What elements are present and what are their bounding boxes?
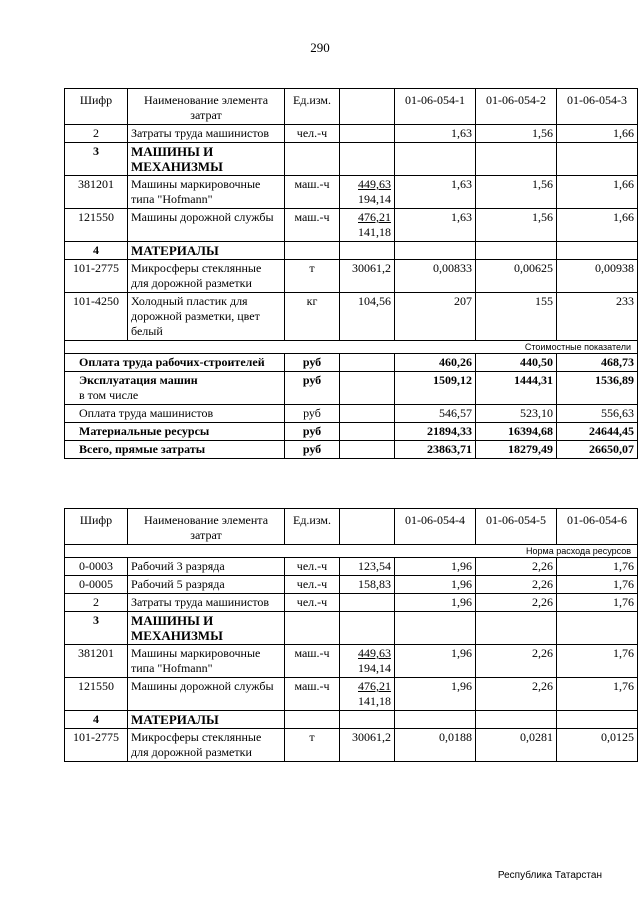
row-name: МАТЕРИАЛЫ [128, 242, 285, 260]
header-unit: Ед.изм. [285, 89, 340, 125]
cost-value: 556,63 [557, 405, 638, 423]
table-header-row [65, 509, 638, 545]
row-unit: чел.-ч [285, 558, 340, 576]
cost-value: 16394,68 [476, 423, 557, 441]
row-norm-value: 1,56 [476, 209, 557, 242]
cost-name-sub: в том числе [79, 388, 139, 402]
note-row [65, 341, 638, 354]
row-unit: маш.-ч [285, 176, 340, 209]
cost-value: 460,26 [395, 354, 476, 372]
cost-name-text: Материальные ресурсы [79, 424, 210, 438]
cost-value: 1536,89 [557, 372, 638, 405]
row-unit: т [285, 260, 340, 293]
header-code: Шифр [65, 89, 128, 125]
row-price [340, 594, 395, 612]
row-norm-value: 1,66 [557, 125, 638, 143]
cost-unit: руб [285, 441, 340, 459]
row-norm-value: 1,96 [395, 678, 476, 711]
empty-cell [340, 441, 395, 459]
row-price-wage: 141,18 [358, 694, 391, 708]
header-norm-column: 01-06-054-5 [476, 509, 557, 545]
row-norm-value: 0,0125 [557, 729, 638, 762]
empty-cell [476, 612, 557, 645]
row-norm-value: 155 [476, 293, 557, 341]
row-code: 121550 [65, 678, 128, 711]
header-norm-column: 01-06-054-3 [557, 89, 638, 125]
row-norm-value: 1,66 [557, 176, 638, 209]
cost-name [65, 441, 285, 459]
empty-cell [285, 612, 340, 645]
row-name: Рабочий 3 разряда [128, 558, 285, 576]
table-row [65, 125, 638, 143]
row-norm-value: 1,96 [395, 594, 476, 612]
row-norm-value: 1,63 [395, 209, 476, 242]
row-name: Микросферы стеклянные для дорожной разметки [128, 260, 285, 293]
row-price [340, 678, 395, 711]
row-name: Микросферы стеклянные для дорожной разметки [128, 729, 285, 762]
row-name: МАТЕРИАЛЫ [128, 711, 285, 729]
row-name: Машины маркировочные типа "Hofmann" [128, 645, 285, 678]
row-name: Машины дорожной службы [128, 678, 285, 711]
row-code: 101-4250 [65, 293, 128, 341]
section-note: Стоимостные показатели [65, 341, 638, 354]
header-norm-column: 01-06-054-1 [395, 89, 476, 125]
cost-row [65, 423, 638, 441]
empty-cell [340, 354, 395, 372]
row-norm-value: 2,26 [476, 678, 557, 711]
empty-cell [557, 242, 638, 260]
header-price [340, 89, 395, 125]
row-norm-value: 1,96 [395, 558, 476, 576]
cost-unit: руб [285, 354, 340, 372]
table-row [65, 678, 638, 711]
row-price [340, 645, 395, 678]
row-norm-value: 2,26 [476, 645, 557, 678]
resource-table-2 [64, 508, 638, 762]
table-row [65, 558, 638, 576]
row-name: МАШИНЫ И МЕХАНИЗМЫ [128, 143, 285, 176]
row-price: 30061,2 [340, 260, 395, 293]
header-unit: Ед.изм. [285, 509, 340, 545]
header-code: Шифр [65, 509, 128, 545]
header-norm-column: 01-06-054-6 [557, 509, 638, 545]
table-row [65, 594, 638, 612]
row-norm-value: 0,00938 [557, 260, 638, 293]
row-code: 121550 [65, 209, 128, 242]
row-price [340, 176, 395, 209]
row-code: 0-0003 [65, 558, 128, 576]
row-name: Машины дорожной службы [128, 209, 285, 242]
row-norm-value: 1,76 [557, 594, 638, 612]
row-name: Рабочий 5 разряда [128, 576, 285, 594]
empty-cell [340, 372, 395, 405]
row-norm-value: 1,56 [476, 125, 557, 143]
row-norm-value: 0,00833 [395, 260, 476, 293]
cost-name-text: Оплата труда рабочих-строителей [79, 355, 265, 369]
row-norm-value: 1,63 [395, 176, 476, 209]
table-row [65, 176, 638, 209]
cost-value: 440,50 [476, 354, 557, 372]
empty-cell [395, 612, 476, 645]
cost-row [65, 354, 638, 372]
section-row [65, 711, 638, 729]
empty-cell [557, 143, 638, 176]
cost-value: 18279,49 [476, 441, 557, 459]
resource-table-1 [64, 88, 638, 459]
row-norm-value: 1,76 [557, 678, 638, 711]
row-price: 123,54 [340, 558, 395, 576]
row-unit: маш.-ч [285, 678, 340, 711]
row-code: 101-2775 [65, 260, 128, 293]
cost-name-text: Эксплуатация машин [79, 373, 198, 387]
row-norm-value: 1,96 [395, 576, 476, 594]
row-name: Холодный пластик для дорожной разметки, цвет белый [128, 293, 285, 341]
row-price-value: 476,21 [358, 679, 391, 693]
empty-cell [476, 711, 557, 729]
note-row [65, 545, 638, 558]
cost-row [65, 372, 638, 405]
cost-unit: руб [285, 423, 340, 441]
cost-value: 1444,31 [476, 372, 557, 405]
cost-value: 26650,07 [557, 441, 638, 459]
table-row [65, 209, 638, 242]
empty-cell [285, 242, 340, 260]
row-norm-value: 1,63 [395, 125, 476, 143]
row-norm-value: 0,00625 [476, 260, 557, 293]
cost-name [65, 405, 285, 423]
cost-name-text: Всего, прямые затраты [79, 442, 206, 456]
row-code: 2 [65, 125, 128, 143]
row-price-value: 476,21 [358, 210, 391, 224]
row-name: Машины маркировочные типа "Hofmann" [128, 176, 285, 209]
row-code: 381201 [65, 176, 128, 209]
cost-value: 523,10 [476, 405, 557, 423]
empty-cell [476, 143, 557, 176]
row-code: 3 [65, 143, 128, 176]
row-price-wage: 141,18 [358, 225, 391, 239]
header-name: Наименование элемента затрат [128, 509, 285, 545]
table-row [65, 645, 638, 678]
row-code: 3 [65, 612, 128, 645]
row-norm-value: 1,96 [395, 645, 476, 678]
row-name: Затраты труда машинистов [128, 125, 285, 143]
row-unit: чел.-ч [285, 576, 340, 594]
row-norm-value: 1,66 [557, 209, 638, 242]
row-unit: чел.-ч [285, 125, 340, 143]
row-norm-value: 1,76 [557, 645, 638, 678]
cost-value: 546,57 [395, 405, 476, 423]
empty-cell [395, 242, 476, 260]
row-unit: кг [285, 293, 340, 341]
row-price-value: 449,63 [358, 646, 391, 660]
row-unit: маш.-ч [285, 209, 340, 242]
empty-cell [395, 143, 476, 176]
cost-value: 468,73 [557, 354, 638, 372]
table-row [65, 293, 638, 341]
row-code: 0-0005 [65, 576, 128, 594]
row-price-value: 449,63 [358, 177, 391, 191]
table-row [65, 576, 638, 594]
row-price [340, 125, 395, 143]
section-row [65, 612, 638, 645]
row-name: Затраты труда машинистов [128, 594, 285, 612]
row-price: 30061,2 [340, 729, 395, 762]
table-header-row [65, 89, 638, 125]
cost-value: 24644,45 [557, 423, 638, 441]
header-norm-column: 01-06-054-4 [395, 509, 476, 545]
empty-cell [340, 143, 395, 176]
empty-cell [340, 711, 395, 729]
row-norm-value: 2,26 [476, 558, 557, 576]
row-norm-value: 0,0281 [476, 729, 557, 762]
row-name: МАШИНЫ И МЕХАНИЗМЫ [128, 612, 285, 645]
row-price [340, 209, 395, 242]
row-unit: чел.-ч [285, 594, 340, 612]
row-norm-value: 1,76 [557, 558, 638, 576]
section-row [65, 143, 638, 176]
page-number: 290 [310, 40, 330, 55]
section-row [65, 242, 638, 260]
cost-name [65, 423, 285, 441]
cost-name-text: Оплата труда машинистов [79, 406, 214, 420]
row-unit: т [285, 729, 340, 762]
row-price-wage: 194,14 [358, 661, 391, 675]
cost-row [65, 441, 638, 459]
row-code: 4 [65, 711, 128, 729]
row-norm-value: 1,76 [557, 576, 638, 594]
row-code: 381201 [65, 645, 128, 678]
row-code: 2 [65, 594, 128, 612]
empty-cell [340, 423, 395, 441]
header-name: Наименование элемента затрат [128, 89, 285, 125]
row-unit: маш.-ч [285, 645, 340, 678]
row-norm-value: 1,56 [476, 176, 557, 209]
row-norm-value: 2,26 [476, 576, 557, 594]
section-note: Норма расхода ресурсов [65, 545, 638, 558]
header-price [340, 509, 395, 545]
footer-region: Республика Татарстан [497, 870, 602, 881]
row-norm-value: 207 [395, 293, 476, 341]
cost-name [65, 372, 285, 405]
row-code: 101-2775 [65, 729, 128, 762]
empty-cell [476, 242, 557, 260]
table-row [65, 260, 638, 293]
cost-name [65, 354, 285, 372]
empty-cell [340, 242, 395, 260]
cost-unit: руб [285, 405, 340, 423]
table-row [65, 729, 638, 762]
row-norm-value: 2,26 [476, 594, 557, 612]
empty-cell [340, 405, 395, 423]
row-norm-value: 0,0188 [395, 729, 476, 762]
cost-value: 21894,33 [395, 423, 476, 441]
row-price: 104,56 [340, 293, 395, 341]
header-norm-column: 01-06-054-2 [476, 89, 557, 125]
row-price-wage: 194,14 [358, 192, 391, 206]
cost-value: 23863,71 [395, 441, 476, 459]
empty-cell [557, 711, 638, 729]
empty-cell [340, 612, 395, 645]
row-code: 4 [65, 242, 128, 260]
cost-unit: руб [285, 372, 340, 405]
row-norm-value: 233 [557, 293, 638, 341]
empty-cell [285, 711, 340, 729]
empty-cell [285, 143, 340, 176]
cost-value: 1509,12 [395, 372, 476, 405]
row-price: 158,83 [340, 576, 395, 594]
cost-row [65, 405, 638, 423]
empty-cell [557, 612, 638, 645]
empty-cell [395, 711, 476, 729]
